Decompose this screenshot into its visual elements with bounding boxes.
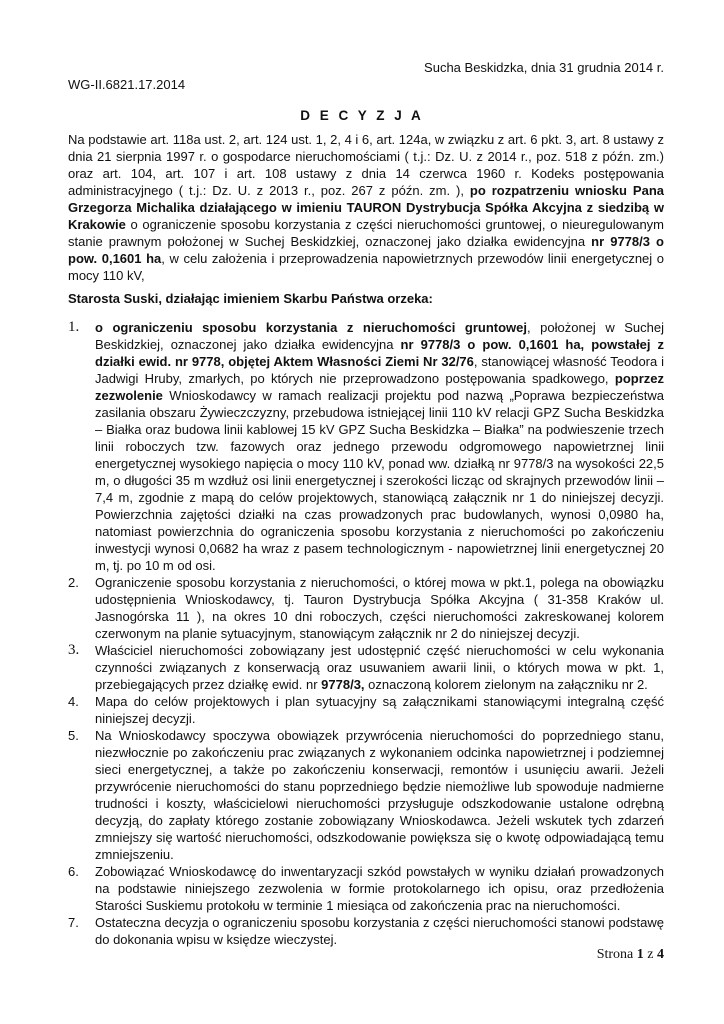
decision-item-2 <box>68 574 664 642</box>
item-5-text: Na Wnioskodawcy spoczywa obowiązek przywrócenia nieruchomości do poprzedniego stanu, niezwłocznie po zakończeniu prac związanych z wykonaniem odcinka napowietrznej i podziemnej sieci energetycznej, a także po zakończeniu konserwacji, remontów i usunięciu awarii. Jeżeli przywrócenie nieruchomości do stanu poprzedniego będzie niemożliwe lub spowoduje nadmierne trudności i koszty, właścicielowi nieruchomości przysługuje odszkodowanie ustalone odrębną decyzją, do zapłaty którego zostanie zobowiązany Wnioskodawca. Jeżeli wskutek tych zdarzeń zmniejszy się wartość nieruchomości, odszkodowanie powiększa się o kwotę odpowiadającą temu zmniejszeniu. <box>95 728 664 862</box>
item-1-bold-3: poprzez zezwolenie <box>95 371 664 403</box>
preamble-applicant: po rozpatrzeniu wniosku Pana Grzegorza Michalika działającego w imieniu TAURON Dystrybucja Spółka Akcyjna z siedzibą w Krakowie <box>68 183 664 232</box>
decision-item-1 <box>68 319 664 574</box>
item-1-text-1: , położonej w Suchej Beskidzkiej, oznaczonej jako działka ewidencyjna <box>95 320 664 352</box>
ruling-intro: Starosta Suski, działając imieniem Skarbu Państwa orzeka: <box>68 291 433 306</box>
item-4-text: Mapa do celów projektowych i plan sytuacyjny są załącznikami stanowiącymi integralną część niniejszej decyzji. <box>95 694 664 726</box>
current-page: 1 <box>636 947 644 962</box>
document-title: D E C Y Z J A <box>300 108 424 123</box>
preamble-parcel: nr 9778/3 o pow. 0,1601 ha <box>68 234 664 266</box>
place-date: Sucha Beskidzka, dnia 31 grudnia 2014 r. <box>424 60 664 75</box>
decision-list <box>68 319 664 948</box>
preamble-text-1: Na podstawie art. 118a ust. 2, art. 124 ust. 1, 2, 4 i 6, art. 124a, w związku z art. 6 pkt. 3, art. 8 ustawy z dnia 21 sierpnia 1997 r. o gospodarce nieruchomościami ( t.j.: Dz. U. z 2014 r., poz. 518 z późn. zm.) oraz art. 104, art. 107 i art. 108 ustawy z dnia 14 czerwca 1960 r. Kodeks postępowania administracyjnego ( t.j.: Dz. U. z 2013 r., poz. 267 z późn. zm. ), <box>68 132 664 198</box>
page-separator: z <box>643 947 657 962</box>
item-number: 1. <box>68 319 80 335</box>
decision-item-4 <box>68 693 664 727</box>
item-number: 4. <box>68 694 79 709</box>
preamble-text-3: , w celu założenia i przeprowadzenia napowietrznych przewodów linii energetycznej o mocy 110 kV, <box>68 251 664 283</box>
case-reference: WG-II.6821.17.2014 <box>68 77 186 92</box>
decision-item-3 <box>68 642 664 693</box>
item-number: 5. <box>68 728 79 743</box>
item-7-text: Ostateczna decyzja o ograniczeniu sposobu korzystania z części nieruchomości stanowi podstawę do dokonania wpisu w księdze wieczystej. <box>95 915 664 947</box>
item-number: 6. <box>68 864 79 879</box>
total-pages: 4 <box>657 947 664 962</box>
item-2-text: Ograniczenie sposobu korzystania z nieruchomości, o której mowa w pkt.1, polega na obowiązku udostępnienia Wnioskodawcy, tj. Tauron Dystrybucja Spółka Akcyjna ( 31-358 Kraków ul. Jasnogórska 11 ), na okres 10 dni roboczych, części nieruchomości zakreskowanej kolorem czerwonym na planie sytuacyjnym, stanowiącym załącznik nr 2 do niniejszej decyzji. <box>95 575 664 641</box>
page-prefix: Strona <box>596 947 637 962</box>
item-number: 2. <box>68 575 79 590</box>
item-6-text: Zobowiązać Wnioskodawcę do inwentaryzacji szkód powstałych w wyniku działań prowadzonych na podstawie niniejszego zezwolenia w formie protokolarnego ich opisu, oraz przedłożenia Starości Suskiemu protokołu w terminie 1 miesiąca od zakończenia prac na nieruchomości. <box>95 864 664 913</box>
decision-item-5 <box>68 727 664 863</box>
item-3-text-2: oznaczoną kolorem zielonym na załączniku nr 2. <box>364 677 648 692</box>
page-number <box>597 947 664 963</box>
preamble-text-2: o ograniczenie sposobu korzystania z części nieruchomości gruntowej, o nieuregulowanym stanie prawnym położonej w Suchej Beskidzkiej, oznaczonej jako działka ewidencyjna <box>68 217 664 249</box>
item-number: 3. <box>68 642 80 658</box>
item-number: 7. <box>68 915 79 930</box>
item-1-bold-2: nr 9778/3 o pow. 0,1601 ha, powstałej z działki ewid. nr 9778, objętej Aktem Własności Ziemi Nr 32/76 <box>95 337 665 369</box>
item-3-bold-1: 9778/3, <box>321 677 365 692</box>
legal-basis-paragraph <box>68 131 664 284</box>
decision-item-7 <box>68 914 664 948</box>
item-1-text-3: Wnioskodawcy w ramach realizacji projektu pod nazwą „Poprawa bezpieczeństwa zasilania obszaru Żywieczczyzny, przebudowa istniejącej linii 110 kV relacji GPZ Sucha Beskidzka – Białka oraz budowa linii kablowej 15 kV GPZ Sucha Beskidzka – Białka” na podwieszenie trzech linii roboczych tzw. fazowych oraz jednego przewodu odgromowego napowietrznej linii energetycznej wysokiego napięcia o mocy 110 kV, ponad ww. działką nr 9778/3 na wysokości 22,5 m, o długości 35 m wzdłuż osi linii energetycznej i szerokości licząc od skrajnych przewodów linii – 7,4 m, zgodnie z mapą do celów projektowych, stanowiącą załącznik nr 1 do niniejszej decyzji. Powierzchnia zajętości działki na czas prowadzonych prac budowlanych, wynosi 0,0980 ha, natomiast powierzchnia do ograniczenia sposobu korzystania z nieruchomości po zakończeniu inwestycji wynosi 0,0682 ha wraz z pasem technologicznym - napowietrznej linii energetycznej 20 m, tj. po 10 m od osi. <box>95 388 664 573</box>
item-1-text-2: , stanowiącej własność Teodora i Jadwigi Hruby, zmarłych, po których nie przeprowadzono postępowania spadkowego, <box>95 354 664 386</box>
item-1-bold-1: o ograniczeniu sposobu korzystania z nieruchomości gruntowej <box>95 320 528 335</box>
decision-item-6 <box>68 863 664 914</box>
item-3-text-1: Właściciel nieruchomości zobowiązany jest udostępnić część nieruchomości w celu wykonania czynności związanych z konserwacją oraz usuwaniem awarii linii, o których mowa w pkt. 1, przebiegających przez działkę ewid. nr <box>95 643 664 692</box>
